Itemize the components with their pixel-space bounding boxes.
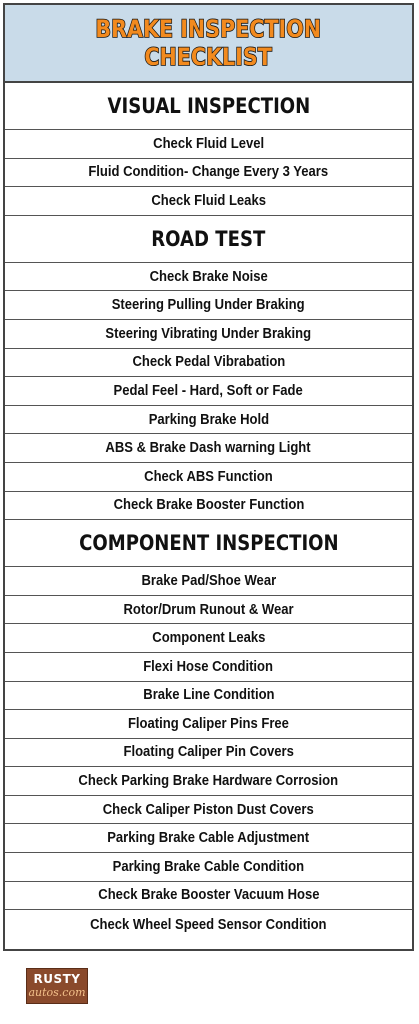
section-heading-text: VISUAL INSPECTION (107, 94, 310, 118)
checklist-row (5, 624, 412, 653)
title-line-1: BRAKE INSPECTION (95, 15, 322, 43)
checklist-row (5, 130, 412, 159)
checklist-item-label: Parking Brake Cable Adjustment (107, 830, 310, 847)
title-line-2: CHECKLIST (144, 43, 273, 71)
checklist-item-label: Steering Pulling Under Braking (112, 297, 305, 314)
checklist-row (5, 463, 412, 492)
checklist-row (5, 434, 412, 463)
checklist-item-label: Check Caliper Piston Dust Covers (102, 801, 315, 818)
checklist-row (5, 767, 412, 796)
checklist-row (5, 596, 412, 625)
section-heading (5, 216, 412, 263)
checklist-row (5, 159, 412, 188)
logo-text-top: RUSTY (33, 972, 81, 986)
checklist-item-label: Check Fluid Leaks (151, 192, 266, 209)
checklist-item-label: Pedal Feel - Hard, Soft or Fade (113, 382, 304, 399)
checklist-row (5, 853, 412, 882)
checklist-item-label: Brake Line Condition (142, 687, 275, 704)
checklist-row (5, 710, 412, 739)
checklist-item-label: Rotor/Drum Runout & Wear (123, 601, 294, 618)
checklist-item-label: Parking Brake Cable Condition (112, 858, 305, 875)
checklist-item-label: Check Brake Booster Function (113, 497, 304, 514)
title-band (5, 5, 412, 83)
checklist-item-label: Check ABS Function (144, 468, 273, 485)
checklist-row (5, 377, 412, 406)
checklist-item-label: Steering Vibrating Under Braking (105, 325, 312, 342)
checklist-item-label: Check Parking Brake Hardware Corrosion (78, 773, 339, 790)
checklist-row (5, 320, 412, 349)
checklist-row (5, 406, 412, 435)
sections-container (5, 83, 412, 939)
checklist-item-label: Check Pedal Vibrabation (132, 354, 285, 371)
checklist-row (5, 682, 412, 711)
checklist-item-label: Floating Caliper Pins Free (128, 715, 289, 732)
logo-text-bottom: autos.com (28, 986, 86, 999)
rusty-autos-logo (26, 968, 88, 1004)
section-heading (5, 520, 412, 567)
checklist-item-label: Check Fluid Level (153, 135, 264, 152)
checklist-item-label: Check Brake Booster Vacuum Hose (97, 887, 320, 904)
checklist-row (5, 882, 412, 911)
checklist-row (5, 910, 412, 939)
checklist-row (5, 187, 412, 216)
section-heading-text: COMPONENT INSPECTION (78, 531, 339, 556)
checklist-row (5, 349, 412, 378)
checklist-row (5, 567, 412, 596)
checklist-row (5, 492, 412, 521)
checklist-row (5, 263, 412, 292)
checklist-item-label: Flexi Hose Condition (143, 658, 274, 675)
checklist-row (5, 739, 412, 768)
checklist-row (5, 824, 412, 853)
checklist-item-label: Check Brake Noise (149, 268, 268, 285)
checklist-item-label: Brake Pad/Shoe Wear (141, 572, 276, 589)
checklist-item-label: Component Leaks (151, 630, 266, 647)
checklist-item-label: Fluid Condition- Change Every 3 Years (88, 164, 329, 181)
checklist-row (5, 796, 412, 825)
checklist-item-label: Parking Brake Hold (148, 411, 269, 428)
section-heading-text: ROAD TEST (151, 226, 266, 251)
section-heading (5, 83, 412, 130)
checklist-item-label: Check Wheel Speed Sensor Condition (90, 916, 327, 933)
checklist-row (5, 291, 412, 320)
checklist-item-label: ABS & Brake Dash warning Light (105, 440, 312, 457)
checklist-row (5, 653, 412, 682)
checklist-sheet (3, 3, 414, 951)
checklist-item-label: Floating Caliper Pin Covers (123, 744, 294, 761)
